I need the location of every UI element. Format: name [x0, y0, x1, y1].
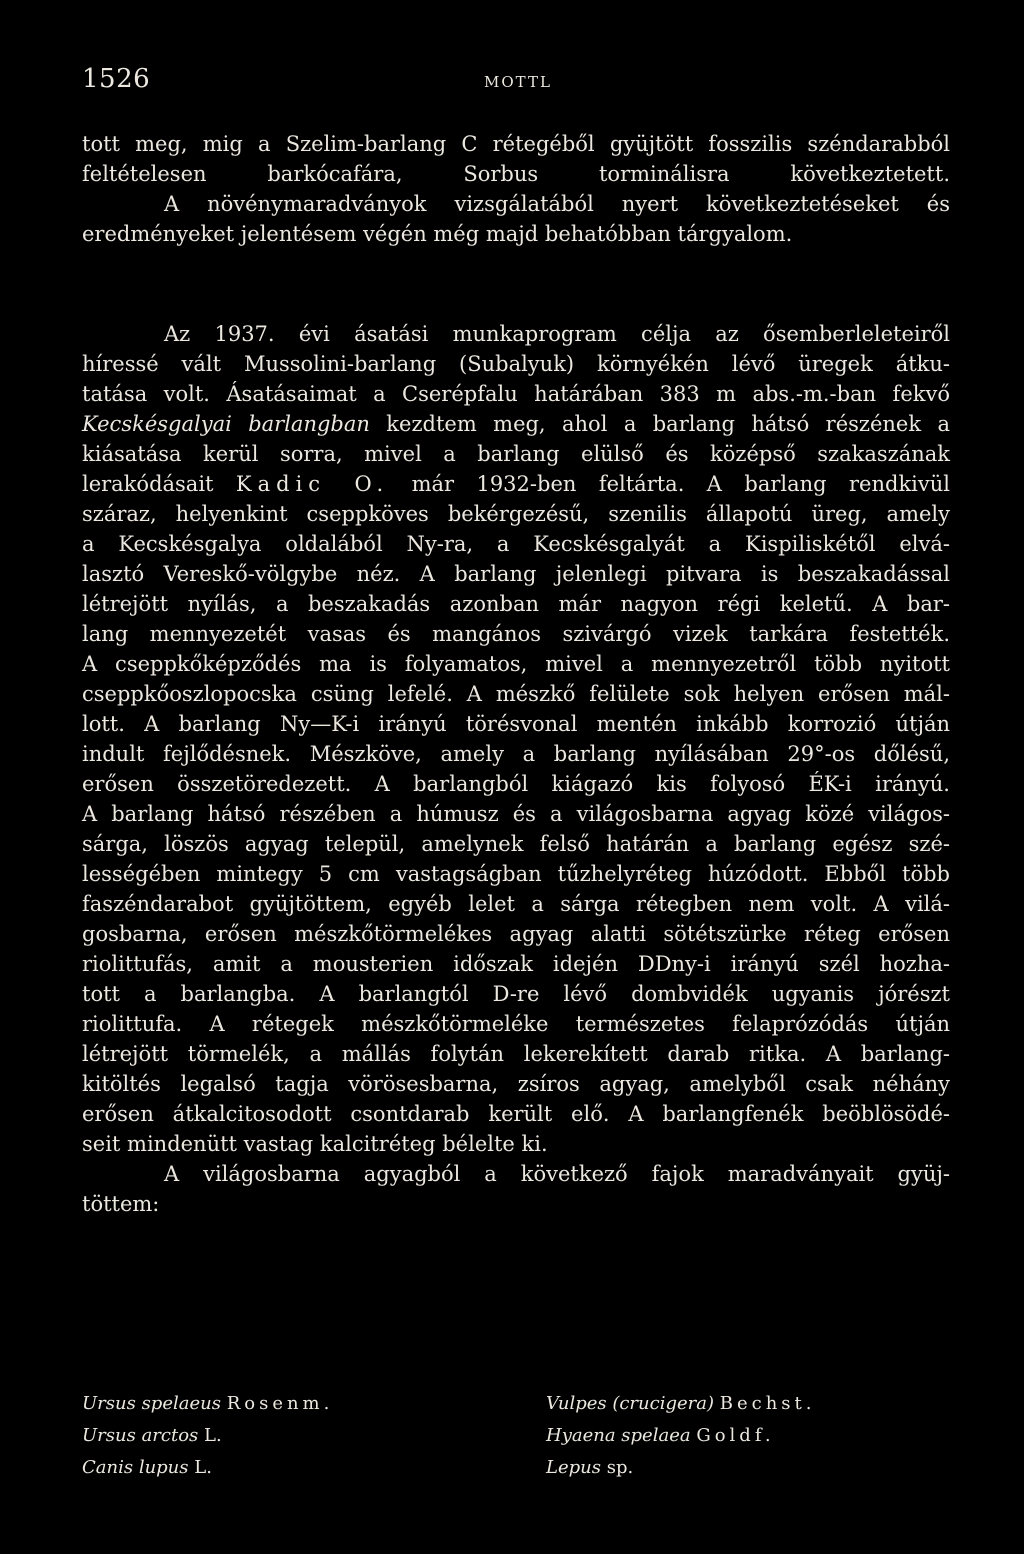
species-author: L.: [194, 1457, 212, 1478]
species-name: Vulpes (crucigera): [546, 1393, 715, 1414]
species-entry: [546, 1420, 816, 1452]
text-line: Az 1937. évi ásatási munkaprogram célja az ősemberleleteiről: [164, 322, 950, 346]
text-line: sárga, löszös agyag települ, amelynek felső határán a barlang egész szé-: [82, 832, 950, 856]
text-line: lott. A barlang Ny—K-i irányú törésvonal mentén inkább korrozió útján: [82, 712, 950, 736]
text-line: cseppkőoszlopocska csüng lefelé. A mészkő felülete sok helyen erősen mál-: [82, 682, 950, 706]
species-column-right: [546, 1388, 816, 1484]
text-line: indult fejlődésnek. Mészköve, amely a barlang nyílásában 29°-os dőlésű,: [82, 742, 950, 766]
text-line: erősen összetöredezett. A barlangból kiágazó kis folyosó ÉK-i irányú.: [82, 772, 950, 796]
cave-name: Kecskésgalyai barlangban: [82, 412, 370, 436]
text-line: tott a barlangba. A barlangtól D-re lévő dombvidék ugyanis jórészt: [82, 982, 950, 1006]
species-column-left: [82, 1388, 333, 1484]
species-entry: [546, 1388, 816, 1420]
text-line: riolittufás, amit a mousterien időszak idején DDny-i irányú szél hozha-: [82, 952, 950, 976]
text-line: [82, 469, 950, 499]
text-line: létrejött nyílás, a beszakadás azonban már nagyon régi keletű. A bar-: [82, 592, 950, 616]
text-line: a Kecskésgalya oldalából Ny-ra, a Kecskésgalyát a Kispiliskétől elvá-: [82, 532, 950, 556]
text-line: híressé vált Mussolini-barlang (Subalyuk) környékén lévő üregek átku-: [82, 352, 950, 376]
text-fragment: lerakódásait: [82, 472, 236, 496]
text-line: lang mennyezetét vasas és mangános szivárgó vizek tarkára festették.: [82, 622, 950, 646]
text-line: A növénymaradványok vizsgálatából nyert következtetéseket és: [164, 192, 950, 216]
text-line: létrejött törmelék, a mállás folytán lekerekített darab ritka. A barlang-: [82, 1042, 950, 1066]
text-line: gosbarna, erősen mészkőtörmelékes agyag alatti sötétszürke réteg erősen: [82, 922, 950, 946]
species-entry: [82, 1388, 333, 1420]
text-line: faszéndarabot gyüjtöttem, egyéb lelet a sárga rétegben nem volt. A vilá-: [82, 892, 950, 916]
species-author: Goldf.: [696, 1425, 775, 1446]
article-body: [82, 129, 950, 1219]
paragraph-gap: [82, 249, 950, 319]
text-line: erősen átkalcitosodott csontdarab került elő. A barlangfenék beöblösödé-: [82, 1102, 950, 1126]
species-author: Bechst.: [719, 1393, 816, 1414]
text-line: seit mindenütt vastag kalcitréteg bélelte ki.: [82, 1132, 548, 1156]
species-name: Hyaena spelaea: [546, 1425, 691, 1446]
text-line: A cseppkőképződés ma is folyamatos, mivel a mennyezetről több nyitott: [82, 652, 950, 676]
running-head: MOTTL: [484, 73, 552, 91]
page-number: 1526: [82, 64, 151, 94]
text-line: lasztó Vereskő-völgybe néz. A barlang jelenlegi pitvara is beszakadással: [82, 562, 950, 586]
text-line: száraz, helyenkint cseppköves bekérgezésű, szenilis állapotú üreg, amely: [82, 502, 950, 526]
text-fragment: már 1932-ben feltárta. A barlang rendkivül: [389, 472, 950, 496]
text-line: [82, 409, 950, 439]
species-entry: [82, 1420, 333, 1452]
species-name: Canis lupus: [82, 1457, 189, 1478]
text-line: riolittufa. A rétegek mészkőtörmeléke természetes felaprózódás útján: [82, 1012, 950, 1036]
species-entry: [546, 1452, 816, 1484]
text-line: töttem:: [82, 1192, 160, 1216]
text-fragment: kezdtem meg, ahol a barlang hátsó részének a: [369, 412, 950, 436]
text-line: kiásatása kerül sorra, mivel a barlang elülső és középső szakaszának: [82, 442, 950, 466]
species-name: Lepus: [546, 1457, 601, 1478]
species-author: L.: [204, 1425, 222, 1446]
text-line: tott meg, mig a Szelim-barlang C rétegéből gyüjtött fosszilis széndarabból: [82, 132, 950, 156]
text-line: eredményeket jelentésem végén még majd behatóbban tárgyalom.: [82, 222, 793, 246]
text-line: kitöltés legalsó tagja vörösesbarna, zsíros agyag, amelyből csak néhány: [82, 1072, 950, 1096]
species-name: Ursus spelaeus: [82, 1393, 221, 1414]
page-header: [82, 64, 942, 104]
species-author: sp.: [606, 1457, 634, 1478]
species-author: Rosenm.: [226, 1393, 334, 1414]
species-name: Ursus arctos: [82, 1425, 199, 1446]
text-line: feltételesen barkócafára, Sorbus torminálisra következtetett.: [82, 162, 950, 186]
text-line: A világosbarna agyagból a következő fajok maradványait gyüj-: [164, 1162, 950, 1186]
text-line: A barlang hátsó részében a húmusz és a világosbarna agyag közé világos-: [82, 802, 950, 826]
text-line: tatása volt. Ásatásaimat a Cserépfalu határában 383 m abs.-m.-ban fekvő: [82, 382, 950, 406]
author-name: Kadic O.: [235, 472, 390, 496]
text-line: lességében mintegy 5 cm vastagságban tűzhelyréteg húzódott. Ebből több: [82, 862, 950, 886]
species-entry: [82, 1452, 333, 1484]
